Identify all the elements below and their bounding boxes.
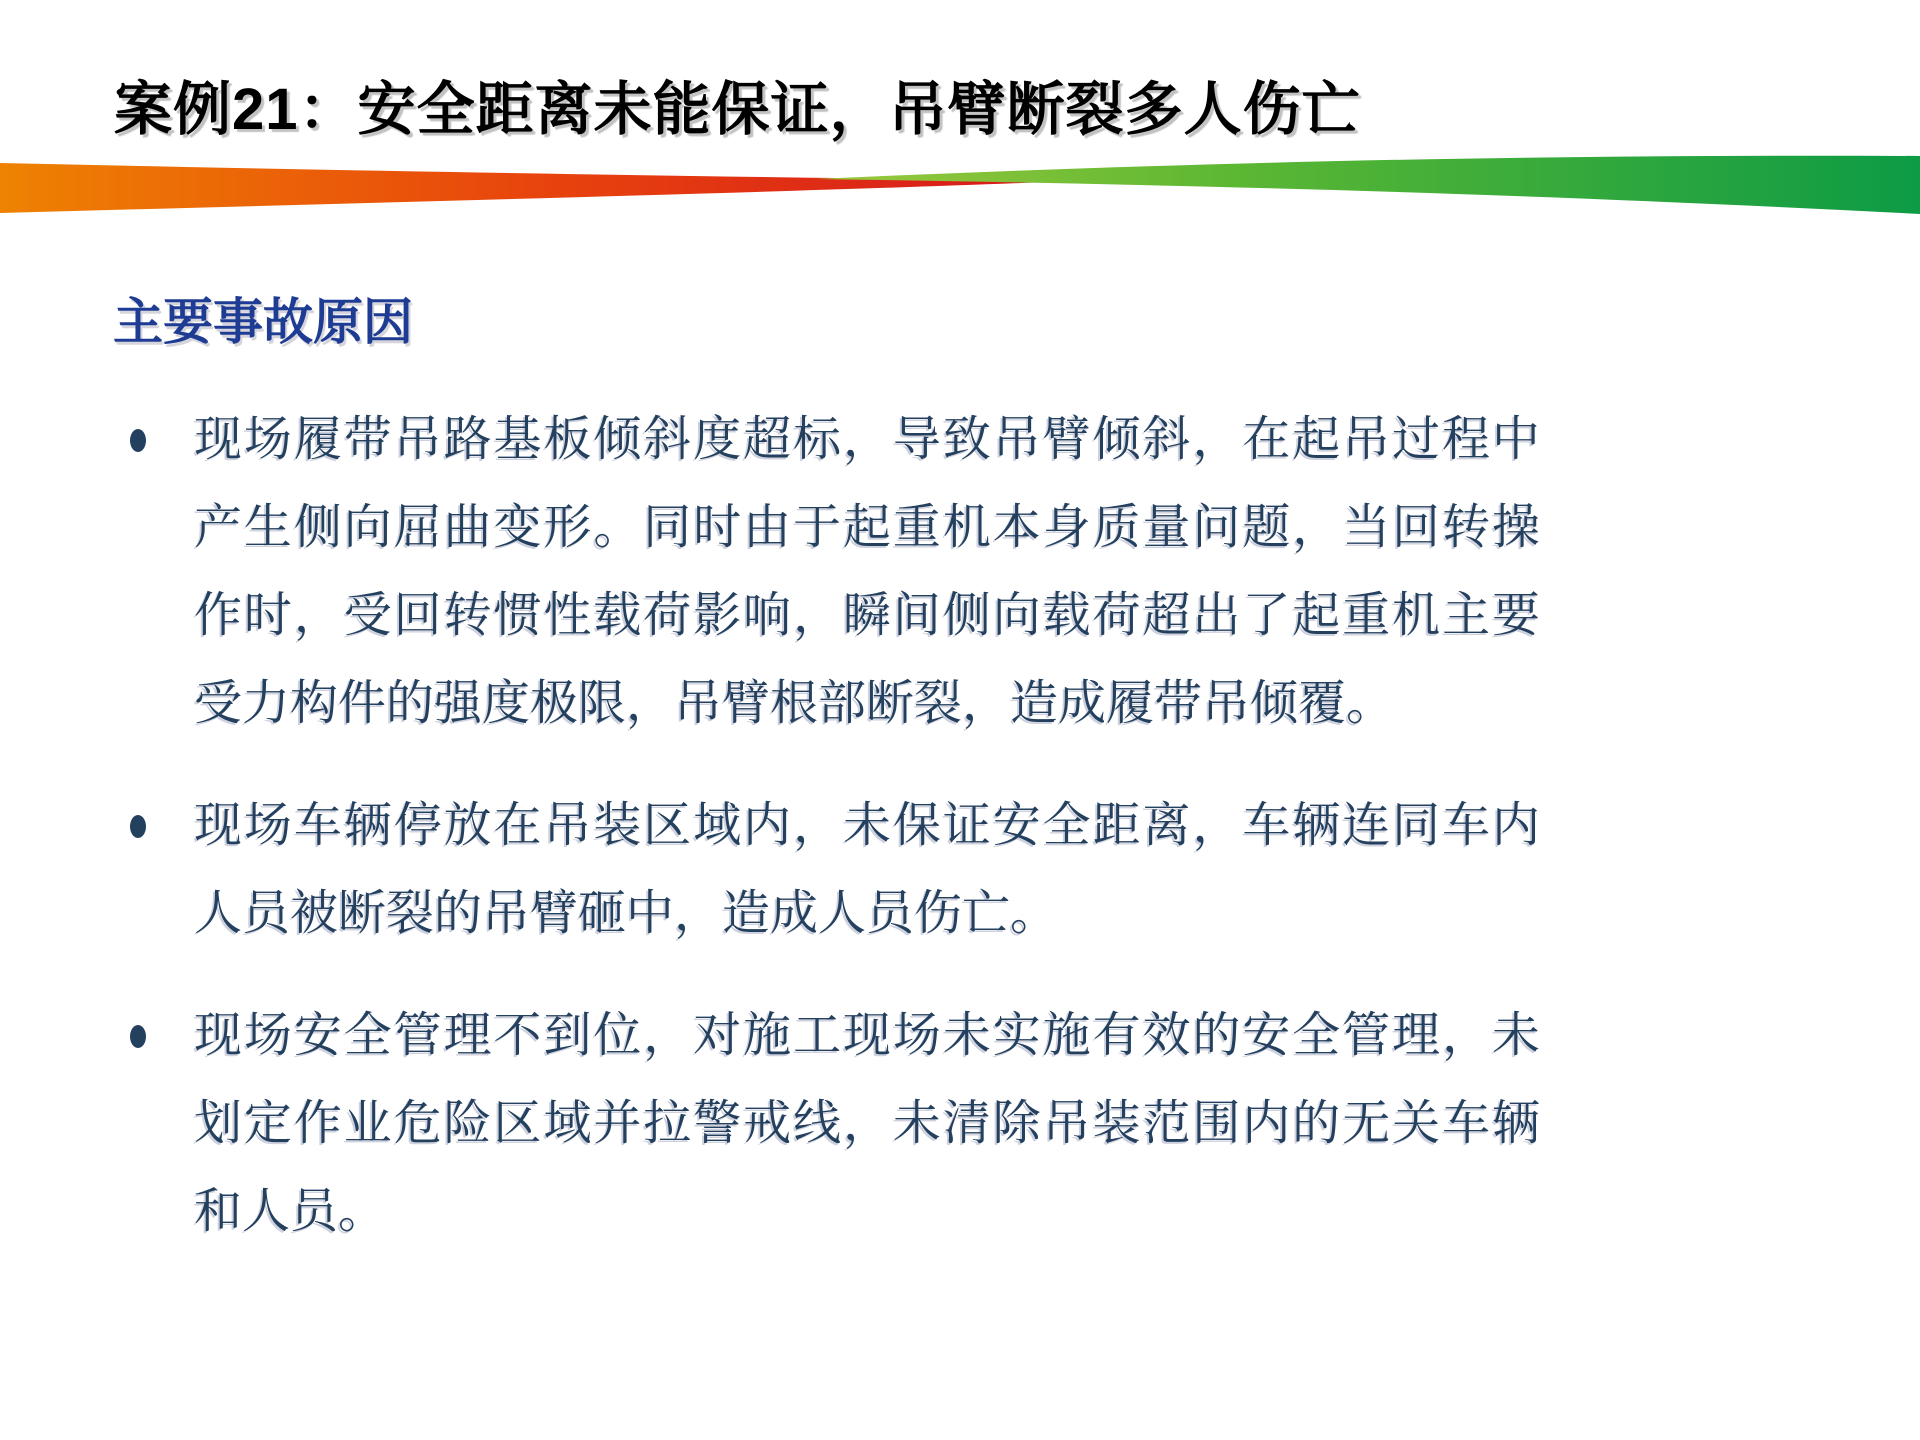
bullet-item-1: [128, 396, 1540, 748]
bullet-line: 现场安全管理不到位，对施工现场未实施有效的安全管理，未: [194, 1009, 1540, 1062]
ribbon-green-band: [815, 156, 1920, 214]
bullet-text: [194, 992, 1540, 1256]
bullet-item-2: [128, 782, 1540, 958]
slide-title: 案例21：安全距离未能保证，吊臂断裂多人伤亡: [114, 77, 1361, 142]
ribbon-red-band: [0, 163, 1073, 213]
bullet-dot-icon: [130, 815, 146, 838]
bullet-line: 划定作业危险区域并拉警戒线，未清除吊装范围内的无关车辆: [194, 1097, 1540, 1150]
section-heading: 主要事故原因: [113, 294, 413, 350]
bullet-item-3: [128, 992, 1540, 1256]
bullet-list: [128, 396, 1540, 1290]
bullet-marker: [128, 782, 194, 838]
bullet-line: 现场车辆停放在吊装区域内，未保证安全距离，车辆连同车内: [194, 799, 1540, 852]
bullet-marker: [128, 992, 194, 1048]
decorative-ribbon: [0, 140, 1920, 270]
bullet-line: 现场履带吊路基板倾斜度超标，导致吊臂倾斜，在起吊过程中: [194, 413, 1540, 466]
bullet-marker: [128, 396, 194, 452]
bullet-text: [194, 782, 1540, 958]
bullet-dot-icon: [130, 429, 146, 452]
bullet-dot-icon: [130, 1025, 146, 1048]
bullet-text: [194, 396, 1540, 748]
bullet-line: 和人员。: [194, 1185, 387, 1238]
bullet-line: 受力构件的强度极限，吊臂根部断裂，造成履带吊倾覆。: [194, 677, 1395, 730]
bullet-line: 产生侧向屈曲变形。同时由于起重机本身质量问题，当回转操: [194, 501, 1540, 554]
bullet-line: 作时，受回转惯性载荷影响，瞬间侧向载荷超出了起重机主要: [194, 589, 1540, 642]
bullet-line: 人员被断裂的吊臂砸中，造成人员伤亡。: [194, 887, 1059, 940]
